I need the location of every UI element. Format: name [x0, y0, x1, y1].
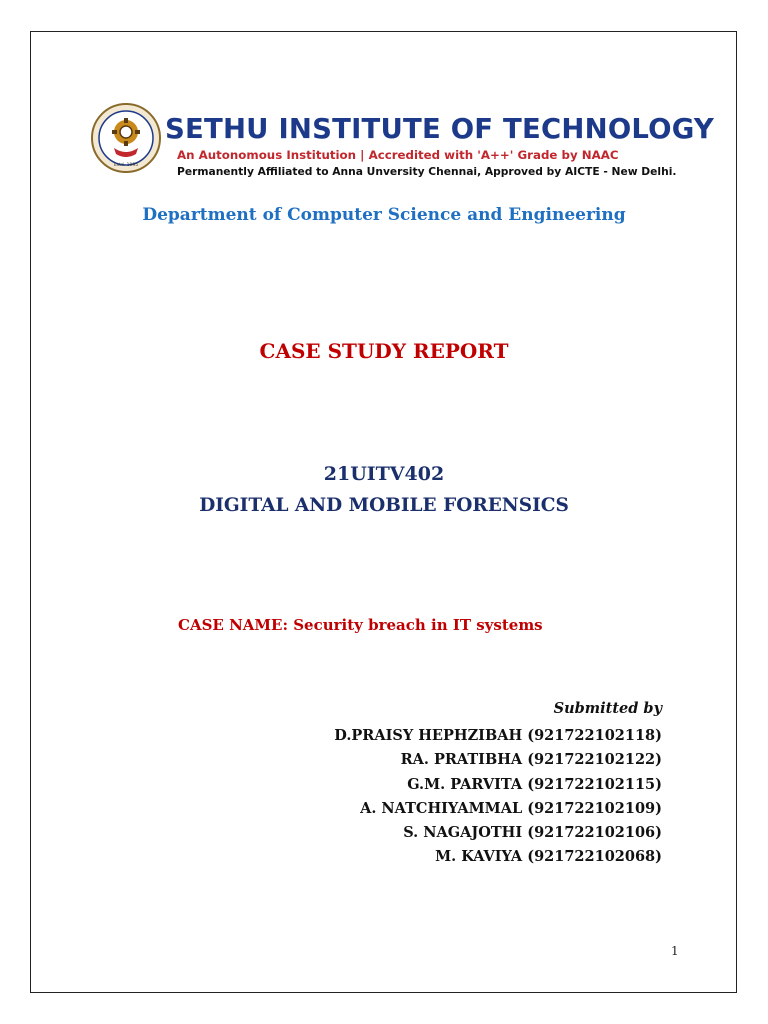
member-entry: G.M. PARVITA (921722102115) — [407, 775, 662, 793]
member-entry: A. NATCHIYAMMAL (921722102109) — [360, 799, 662, 817]
institution-logo — [90, 102, 162, 174]
page-number: 1 — [671, 944, 679, 958]
member-entry: M. KAVIYA (921722102068) — [435, 848, 662, 866]
member-entry: D.PRAISY HEPHZIBAH (921722102118) — [334, 727, 662, 744]
institution-affiliation: Permanently Affiliated to Anna Unversity Chennai, Approved by AICTE - New Delhi. — [177, 165, 677, 178]
submitted-by-label: Submitted by — [553, 700, 662, 717]
logo-year-text: Estd. 1995 — [113, 163, 139, 168]
course-name: DIGITAL AND MOBILE FORENSICS — [199, 495, 569, 516]
course-code: 21UITV402 — [323, 463, 445, 485]
institution-name: SETHU INSTITUTE OF TECHNOLOGY — [165, 113, 714, 145]
members-list — [334, 724, 662, 870]
member-entry: S. NAGAJOTHI (921722102106) — [403, 824, 662, 842]
institution-tagline: An Autonomous Institution | Accredited with 'A++' Grade by NAAC — [177, 148, 619, 162]
member-entry: RA. PRATIBHA (921722102122) — [400, 751, 662, 769]
department-heading: Department of Computer Science and Engineering — [142, 205, 626, 225]
case-name: CASE NAME: Security breach in IT systems — [178, 616, 543, 634]
report-title: CASE STUDY REPORT — [259, 339, 509, 363]
